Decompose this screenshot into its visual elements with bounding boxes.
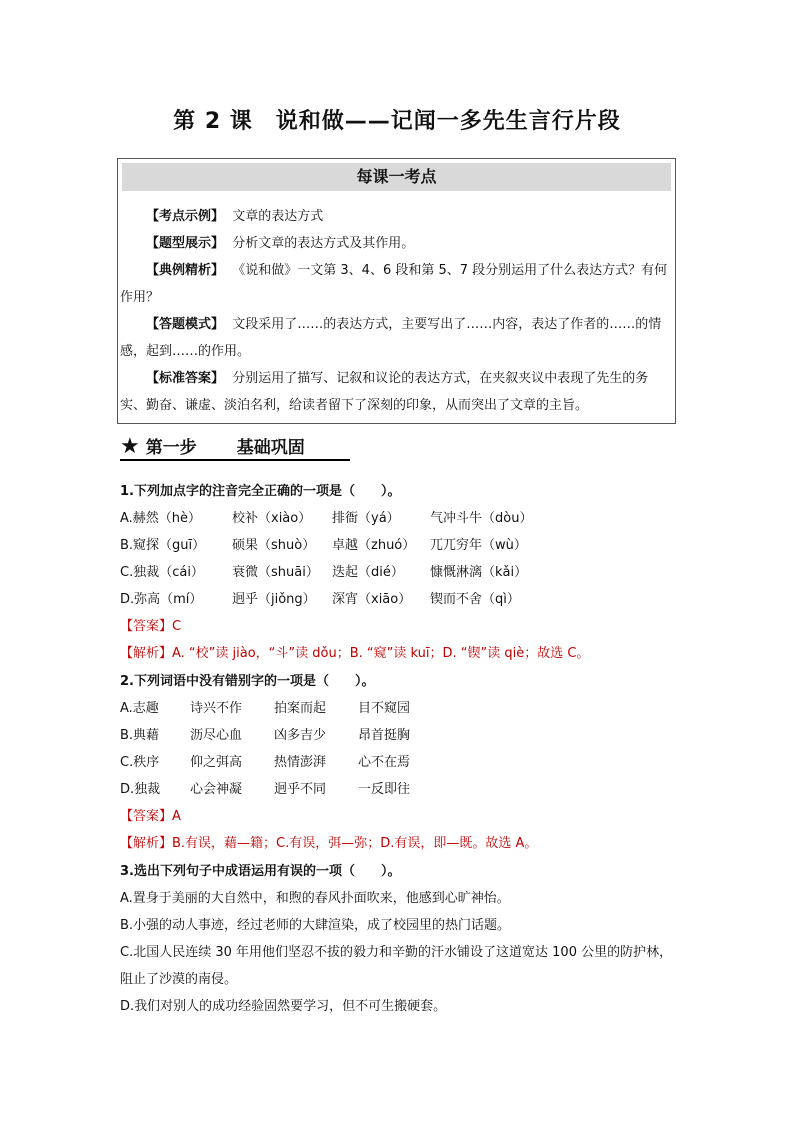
option-cell: D.独裁 (120, 782, 161, 797)
box-line (120, 257, 673, 311)
box-line (120, 311, 673, 365)
option-cell: 卓越（zhuó） (332, 538, 416, 553)
question-3 (120, 858, 680, 1020)
option-line: A.置身于美丽的大自然中，和煦的春风扑面吹来，他感到心旷神怡。 (120, 891, 510, 906)
option-cell: B.窥探（guī） (120, 538, 206, 553)
answer-line: 【答案】A (120, 809, 181, 824)
option-cell: 仰之弭高 (190, 755, 243, 770)
question-1 (120, 478, 680, 667)
option-cell: 锲而不舍（qì） (430, 592, 520, 607)
option-cell: A.志趣 (120, 701, 159, 716)
option-cell: 排衙（yá） (332, 511, 400, 526)
answer-line: 【答案】C (120, 619, 182, 634)
option-cell: 昂首挺胸 (358, 728, 411, 743)
page-title: 第 2 课 说和做——记闻一多先生言行片段 (173, 109, 621, 134)
option-cell: 迥乎（jiǒng） (232, 592, 316, 607)
option-cell: 目不窥园 (358, 701, 411, 716)
analysis-line: 【解析】A. “校”读 jiào，“斗”读 dǒu；B. “窥”读 kuī；D. “锲”读 qiè；故选 C。 (120, 646, 590, 661)
box-line-text: 文段采用了……的表达方式，主要写出了……内容，表达了作者的……的情感，起到……的作用。 (120, 317, 662, 359)
option-cell: 迭起（dié） (332, 565, 404, 580)
option-cell: 一反即往 (358, 782, 411, 797)
option-row (120, 586, 680, 613)
option-cell: 凶多吉少 (274, 728, 327, 743)
question-2 (120, 668, 680, 857)
box-body (120, 203, 673, 419)
option-row (120, 559, 680, 586)
option-line: B.小强的动人事迹，经过老师的大肆渲染，成了校园里的热门话题。 (120, 918, 511, 933)
option-cell: C.秩序 (120, 755, 160, 770)
option-cell: B.典藉 (120, 728, 160, 743)
box-line-text: 《说和做》一文第 3、4、6 段和第 5、7 段分别运用了什么表达方式？有何作用？ (120, 263, 668, 305)
box-line-label: 【题型展示】 (146, 236, 225, 251)
option-row (120, 695, 680, 722)
analysis-line: 【解析】B.有误，藉—籍；C.有误，弭—弥；D.有误，即—既。故选 A。 (120, 836, 538, 851)
option-cell: 心会神凝 (190, 782, 243, 797)
option-cell: 深宵（xiāo） (332, 592, 412, 607)
box-line (120, 203, 673, 230)
star-icon: ★ (120, 434, 140, 459)
box-line-text: 分别运用了描写、记叙和议论的表达方式，在夹叙夹议中表现了先生的务实、勤奋、谦虚、淡泊名利，给读者留下了深刻的印象，从而突出了文章的主旨。 (120, 371, 649, 413)
option-cell: 校补（xiào） (232, 511, 312, 526)
box-line-label: 【标准答案】 (146, 371, 225, 386)
option-cell: 沥尽心血 (190, 728, 243, 743)
exam-point-box (117, 158, 676, 424)
box-line-text: 文章的表达方式 (232, 209, 324, 224)
option-row (120, 749, 680, 776)
box-line (120, 365, 673, 419)
option-cell: D.弥高（mí） (120, 592, 203, 607)
box-line (120, 230, 673, 257)
question-text: 2.下列词语中没有错别字的一项是（ ）。 (120, 674, 375, 689)
option-cell: 慷慨淋漓（kǎi） (430, 565, 528, 580)
option-cell: 衰微（shuāi） (232, 565, 319, 580)
option-cell: 气冲斗牛（dòu） (430, 511, 533, 526)
option-cell: A.赫然（hè） (120, 511, 202, 526)
option-row (120, 505, 680, 532)
option-line: D.我们对别人的成功经验固然要学习，但不可生搬硬套。 (120, 999, 447, 1014)
step-label: 第一步 (145, 438, 197, 458)
box-header: 每课一考点 (122, 163, 671, 191)
option-cell: C.独裁（cái） (120, 565, 204, 580)
option-row (120, 532, 680, 559)
option-cell: 热情澎湃 (274, 755, 327, 770)
option-line: C.北国人民连续 30 年用他们坚忍不拔的毅力和辛勤的汗水铺设了这道宽达 100 公里的防护林，阻止了沙漠的南侵。 (120, 945, 673, 987)
option-cell: 诗兴不作 (190, 701, 243, 716)
step-title: 基础巩固 (236, 438, 305, 458)
step-heading (120, 433, 350, 461)
question-text: 1.下列加点字的注音完全正确的一项是（ ）。 (120, 484, 401, 499)
box-line-label: 【典例精析】 (146, 263, 225, 278)
option-row (120, 722, 680, 749)
box-line-text: 分析文章的表达方式及其作用。 (232, 236, 415, 251)
option-cell: 迥乎不同 (274, 782, 327, 797)
option-cell: 心不在焉 (358, 755, 411, 770)
box-line-label: 【考点示例】 (146, 209, 225, 224)
option-cell: 兀兀穷年（wù） (430, 538, 527, 553)
option-cell: 硕果（shuò） (232, 538, 316, 553)
option-row (120, 776, 680, 803)
question-text: 3.选出下列句子中成语运用有误的一项（ ）。 (120, 864, 401, 879)
option-cell: 拍案而起 (274, 701, 327, 716)
box-line-label: 【答题模式】 (146, 317, 225, 332)
